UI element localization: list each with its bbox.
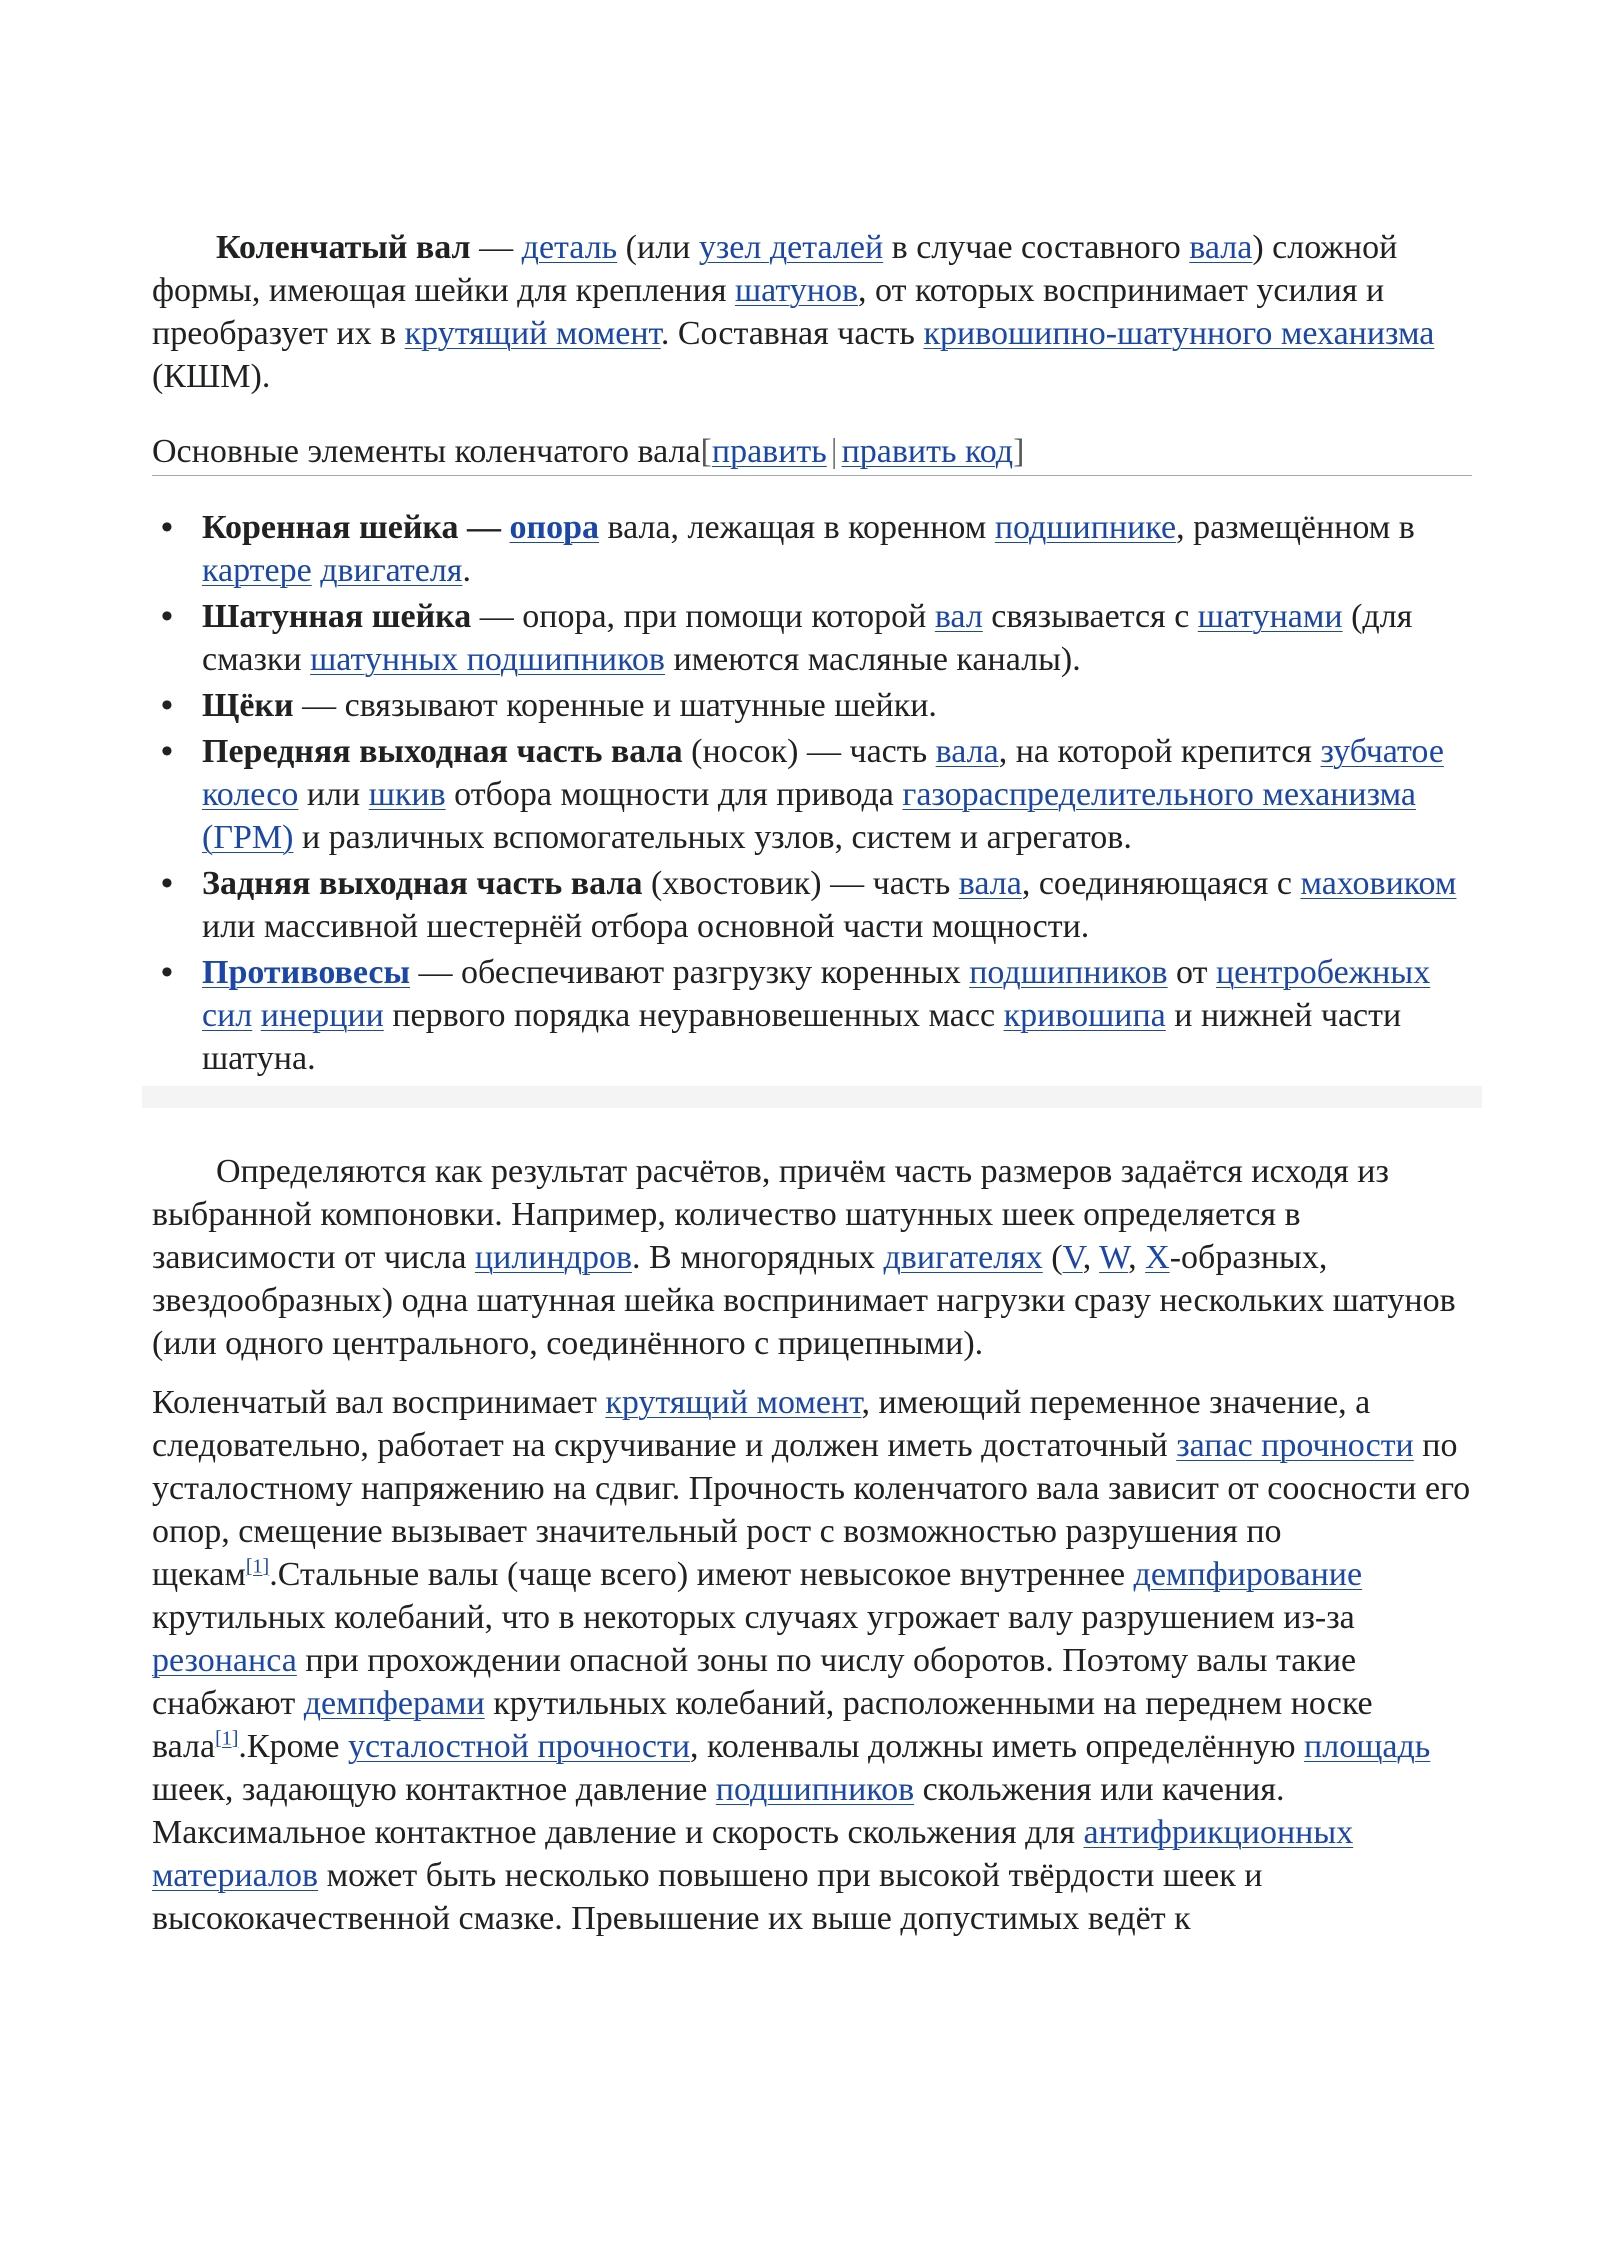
link-shaft-3[interactable]: вала <box>935 733 999 770</box>
link-bearings-2[interactable]: подшипников <box>715 1771 915 1808</box>
link-resonance[interactable]: резонанса <box>152 1642 297 1679</box>
footnote-link-1[interactable]: [1] <box>245 1555 270 1578</box>
link-rods[interactable]: шатунов <box>734 272 859 309</box>
link-bearing[interactable]: подшипнике <box>994 509 1177 546</box>
section-title: Основные элементы коленчатого вала <box>152 433 701 470</box>
list-item-cheeks: • Щёки — связывают коренные и шатунные шейки. <box>202 684 1472 727</box>
list-item-rear-end: • Задняя выходная часть вала (хвостовик) — часть вала, соединяющаяся с маховиком или массивной шестернёй отбора основной части мощности. <box>202 862 1472 948</box>
link-safety-margin[interactable]: запас прочности <box>1176 1427 1414 1464</box>
link-cylinders[interactable]: цилиндров <box>474 1239 633 1276</box>
link-antifriction-materials[interactable]: антифрикционных материалов <box>152 1814 1354 1894</box>
elements-list <box>152 506 1472 1080</box>
list-item-counterweights: • Противовесы — обеспечивают разгрузку коренных подшипников от центробежных сил инерции первого порядка неуравновешенных масс кривошипа и нижней части шатуна. <box>202 951 1472 1080</box>
link-engine[interactable]: двигателя <box>320 552 463 589</box>
term-crankshaft: Коленчатый вал <box>216 229 471 266</box>
link-bearings[interactable]: подшипников <box>969 954 1168 991</box>
link-detail[interactable]: деталь <box>521 229 618 266</box>
link-x-engine[interactable]: X <box>1145 1239 1170 1276</box>
link-area[interactable]: площадь <box>1304 1728 1431 1765</box>
section-heading: Основные элементы коленчатого вала[править | править код] <box>152 430 1472 476</box>
link-rod-bearings[interactable]: шатунных подшипников <box>310 641 665 678</box>
link-engines[interactable]: двигателях <box>883 1239 1043 1276</box>
link-gear[interactable]: зубчатое колесо <box>202 733 1444 813</box>
torque-paragraph: Коленчатый вал воспринимает крутящий момент, имеющий переменное значение, а следовательно, работает на скручивание и должен иметь достаточный запас прочности по усталостному напряжению на сдвиг. Прочность коленчатого вала зависит от соосности его опор, смещение вызывает значительный рост с возможностью разрушения по щекам[1].Стальные валы (чаще всего) имеют невысокое внутреннее демпфирование крутильных колебаний, что в некоторых случаях угрожает валу разрушением из-за резонанса при прохождении опасной зоны по числу оборотов. Поэтому валы такие снабжают демпферами крутильных колебаний, расположенными на переднем носке вала[1].Кроме усталостной прочности, коленвалы должны иметь определённую площадь шеек, задающую контактное давление подшипников скольжения или качения. Максимальное контактное давление и скорость скольжения для антифрикционных материалов может быть несколько повышено при высокой твёрдости шеек и высококачественной смазке. Превышение их выше допустимых ведёт к <box>152 1384 1471 1937</box>
link-centrifugal-forces[interactable]: центробежных сил <box>202 954 1431 1034</box>
link-unit[interactable]: узел деталей <box>698 229 884 266</box>
edit-separator: | <box>830 433 838 470</box>
link-pulley[interactable]: шкив <box>368 776 446 813</box>
list-item-main-journal: • Коренная шейка — опора вала, лежащая в коренном подшипнике, размещённом в картере двигателя. <box>202 506 1472 592</box>
footnote-ref-2 <box>215 1728 238 1750</box>
link-timing-mechanism[interactable]: газораспределительного механизма (ГРМ) <box>202 776 1416 856</box>
link-flywheel[interactable]: маховиком <box>1300 865 1457 902</box>
link-torque-2[interactable]: крутящий момент <box>605 1384 862 1421</box>
link-shaft-4[interactable]: вала <box>958 865 1022 902</box>
list-item-rod-journal: • Шатунная шейка — опора, при помощи которой вал связывается с шатунами (для смазки шатунных подшипников имеются масляные каналы). <box>202 595 1472 681</box>
link-shaft-2[interactable]: вал <box>934 598 983 635</box>
intro-paragraph: Коленчатый вал — деталь (или узел деталей в случае составного вала) сложной формы, имеющая шейки для крепления шатунов, от которых воспринимает усилия и преобразует их в крутящий момент. Составная часть кривошипно-шатунного механизма (КШМ). <box>152 229 1435 395</box>
link-connecting-rods[interactable]: шатунами <box>1197 598 1343 635</box>
link-fatigue-strength[interactable]: усталостной прочности <box>348 1728 691 1765</box>
divider-band <box>142 1086 1482 1108</box>
edit-code-link[interactable]: править код <box>841 433 1014 470</box>
edit-link[interactable]: править <box>711 433 827 470</box>
link-w-engine[interactable]: W <box>1099 1239 1129 1276</box>
link-support[interactable]: опора <box>509 509 599 546</box>
document-page <box>152 226 1472 1940</box>
footnote-ref-1 <box>246 1556 269 1578</box>
link-kshm[interactable]: кривошипно-шатунного механизма <box>923 315 1435 352</box>
link-inertia[interactable]: инерции <box>260 997 384 1034</box>
list-item-front-end: • Передняя выходная часть вала (носок) — часть вала, на которой крепится зубчатое колесо или шкив отбора мощности для привода газораспределительного механизма (ГРМ) и различных вспомогательных узлов, систем и агрегатов. <box>202 730 1472 859</box>
link-crank[interactable]: кривошипа <box>1003 997 1166 1034</box>
link-v-engine[interactable]: V <box>1062 1239 1083 1276</box>
dimensions-paragraph: Определяются как результат расчётов, причём часть размеров задаётся исходя из выбранной компоновки. Например, количество шатунных шеек определяется в зависимости от числа цилиндров. В многорядных двигателях (V, W, X-образных, звездообразных) одна шатунная шейка воспринимает нагрузки сразу нескольких шатунов (или одного центрального, соединённого с прицепными). <box>152 1153 1456 1362</box>
link-shaft[interactable]: вала <box>1189 229 1253 266</box>
link-counterweights[interactable]: Противовесы <box>202 954 410 991</box>
footnote-link-2[interactable]: [1] <box>215 1727 239 1750</box>
link-dampers[interactable]: демпферами <box>303 1685 485 1722</box>
link-torque[interactable]: крутящий момент <box>404 315 661 352</box>
link-crankcase[interactable]: картере <box>202 552 312 589</box>
link-damping[interactable]: демпфирование <box>1133 1556 1363 1593</box>
